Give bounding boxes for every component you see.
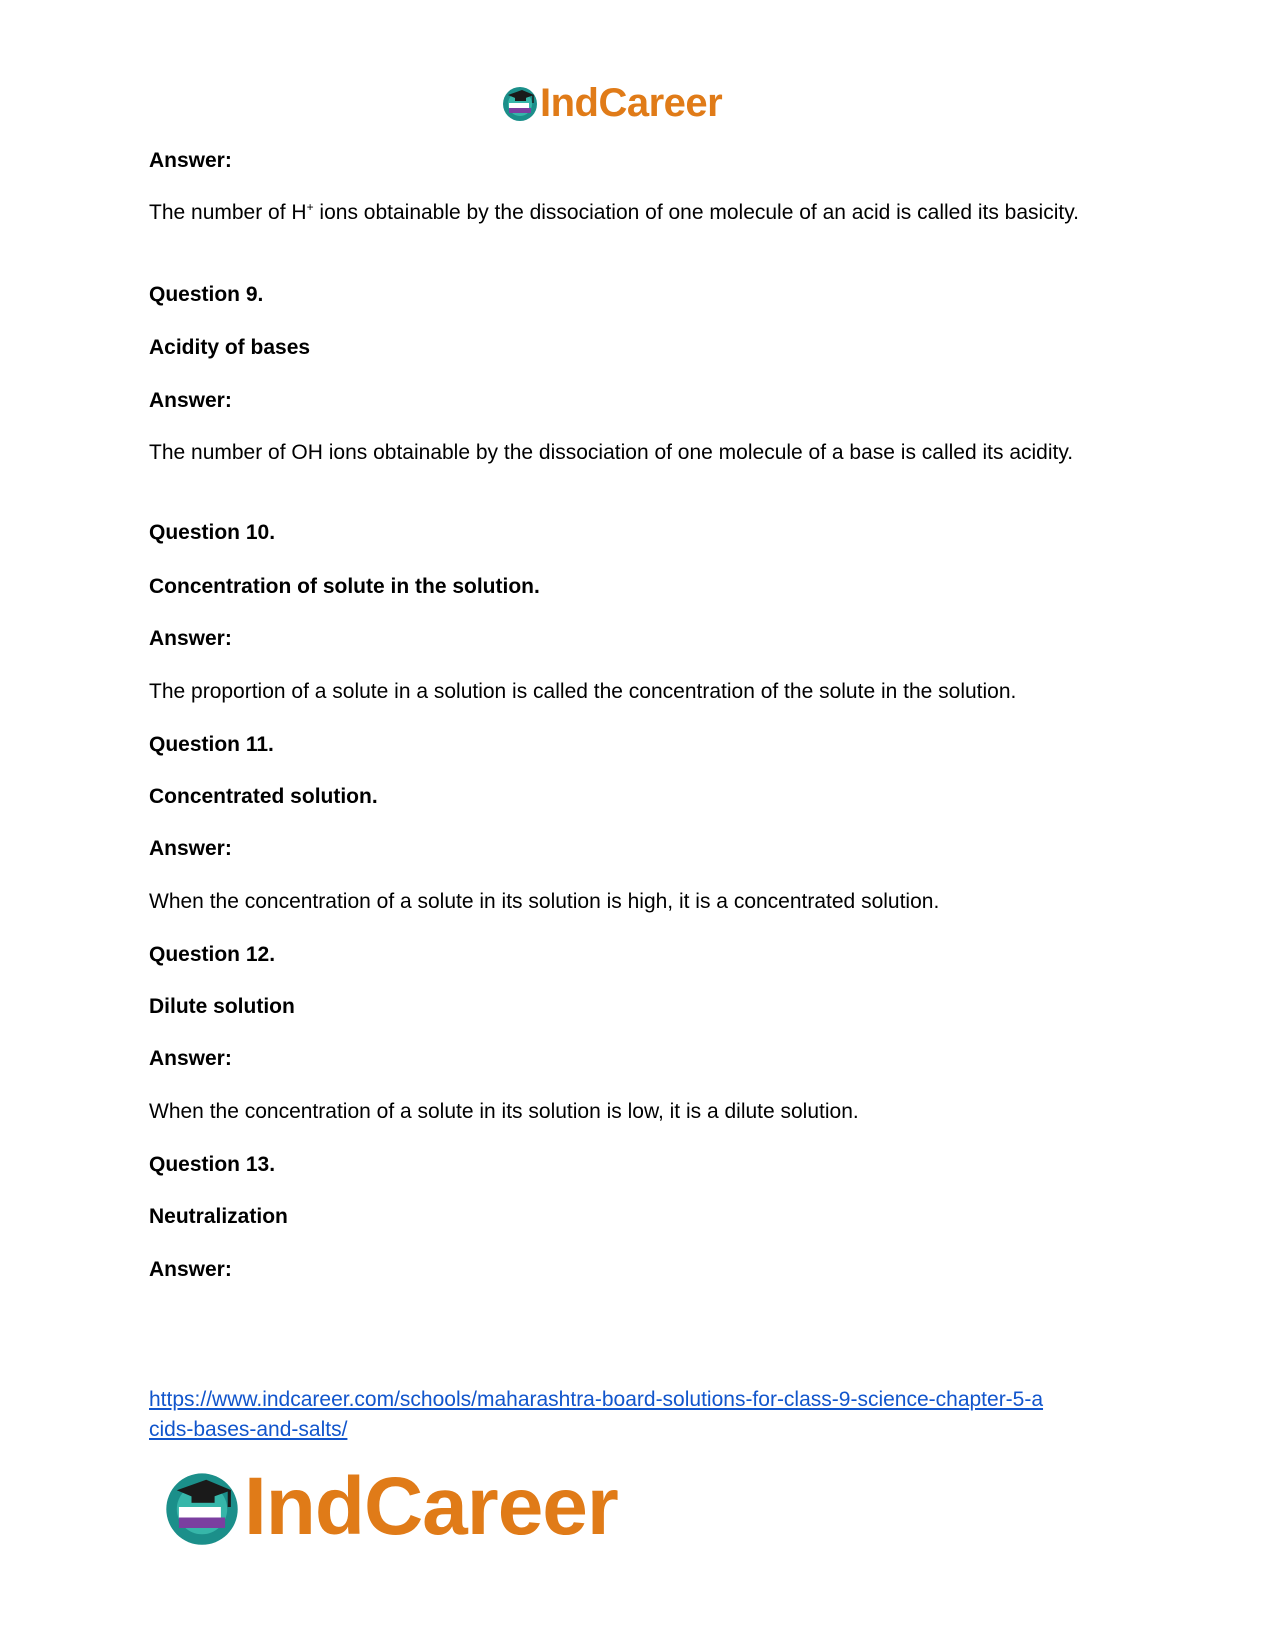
question-title: Acidity of bases	[149, 336, 311, 359]
answer-text: The proportion of a solute in a solution is called the concentration of the solute in the solution.	[149, 680, 1017, 703]
brand-wordmark: IndCareer	[540, 81, 723, 125]
question-title: Concentration of solute in the solution.	[149, 575, 540, 598]
graduation-book-globe-icon	[160, 1465, 244, 1549]
answer-label: Answer:	[149, 837, 232, 860]
graduation-book-globe-icon	[500, 83, 540, 123]
answer-label: Answer:	[149, 1258, 232, 1281]
question-title: Dilute solution	[149, 995, 295, 1018]
question-number: Question 11.	[149, 733, 274, 756]
answer-label: Answer:	[149, 627, 232, 650]
question-number: Question 13.	[149, 1153, 276, 1176]
question-number: Question 10.	[149, 521, 276, 544]
source-link-line-2[interactable]: cids-bases-and-salts/	[149, 1418, 348, 1441]
question-number: Question 12.	[149, 943, 276, 966]
question-title: Neutralization	[149, 1205, 288, 1228]
question-number: Question 9.	[149, 283, 264, 306]
brand-wordmark: IndCareer	[244, 1461, 618, 1552]
question-title: Concentrated solution.	[149, 785, 378, 808]
answer-text: When the concentration of a solute in its solution is high, it is a concentrated solution.	[149, 890, 940, 913]
source-link[interactable]	[149, 1385, 1129, 1445]
footer-logo	[160, 1462, 618, 1552]
answer-label: Answer:	[149, 1047, 232, 1070]
answer-text: The number of OH ions obtainable by the dissociation of one molecule of a base is called its acidity.	[149, 441, 1074, 464]
source-link-line-1[interactable]: https://www.indcareer.com/schools/maharashtra-board-solutions-for-class-9-science-chapter-5-a	[149, 1388, 1044, 1411]
answer-label: Answer:	[149, 149, 232, 172]
answer-text: The number of H+ ions obtainable by the dissociation of one molecule of an acid is called its basicity.	[149, 200, 1079, 224]
answer-label: Answer:	[149, 389, 232, 412]
superscript-plus: +	[306, 200, 314, 214]
answer-text: When the concentration of a solute in its solution is low, it is a dilute solution.	[149, 1100, 859, 1123]
header-logo	[500, 80, 722, 126]
